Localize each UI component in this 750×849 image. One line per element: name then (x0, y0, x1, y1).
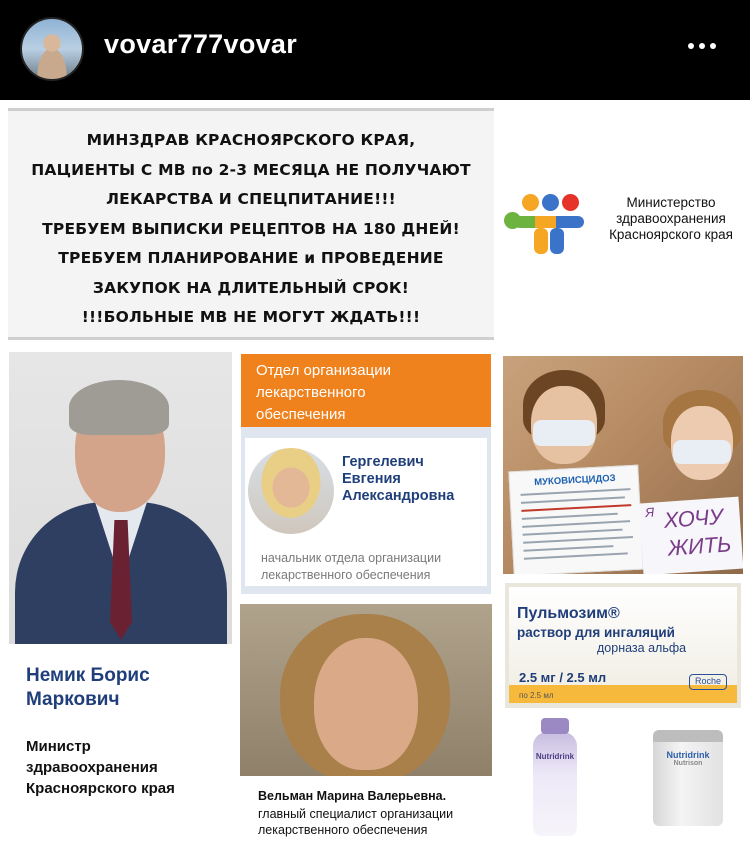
department-head-name-line: Александровна (342, 488, 455, 504)
drug-fine-print: по 2.5 мл (519, 691, 554, 700)
minister-name-line: Немик Борис (26, 665, 150, 686)
nutridrink-bottle (533, 718, 577, 836)
can-brand: Nutridrink (666, 750, 710, 760)
drug-substance: дорназа альфа (597, 641, 687, 655)
protest-sheet-title: МУКОВИСЦИДОЗ (533, 472, 616, 489)
banner-line: ПАЦИЕНТЫ С МВ по 2-3 МЕСЯЦА НЕ ПОЛУЧАЮТ (31, 160, 471, 179)
minister-title-line: Красноярского края (26, 780, 175, 797)
can-sub: Nutrison (673, 760, 703, 767)
department-head-role (261, 550, 487, 584)
pulmozyme-package (505, 583, 741, 708)
specialist-role-line: главный специалист организации (258, 807, 454, 821)
department-head-role-line: лекарственного обеспечения (261, 568, 431, 582)
minister-title-line: здравоохранения (26, 759, 158, 776)
banner-line: !!!БОЛЬНЫЕ МВ НЕ МОГУТ ЖДАТЬ!!! (81, 308, 421, 326)
ministry-name-line: Красноярского края (609, 227, 733, 242)
protest-sheet (508, 465, 643, 574)
children-photo (503, 356, 743, 574)
ministry-name-line: здравоохранения (616, 211, 726, 226)
specialist-role (258, 806, 492, 838)
department-head-role-line: начальник отдела организации (261, 551, 442, 565)
protest-sign-text: ХОЧУ (662, 503, 724, 533)
specialist-card (240, 604, 492, 840)
ministry-name (592, 195, 750, 243)
bottle-label: Nutridrink (535, 752, 575, 761)
roche-logo: Roche (689, 674, 727, 690)
department-header-line: лекарственного (256, 384, 366, 401)
user-avatar[interactable] (20, 17, 84, 81)
drug-name: Пульмозим® (517, 605, 620, 622)
face-mask (673, 440, 731, 464)
minister-photo (9, 352, 232, 644)
department-head-name-line: Евгения (342, 471, 401, 487)
minister-name-line: Маркович (26, 689, 120, 710)
department-head-photo (248, 448, 334, 534)
protest-sign-text: ЖИТЬ (666, 531, 733, 561)
nutrition-products (505, 712, 741, 842)
post-image (0, 100, 750, 849)
protest-sign-text: Я (644, 504, 655, 521)
department-card (241, 354, 491, 594)
minister-title (26, 736, 175, 799)
drug-form: раствор для ингаляций (517, 625, 675, 640)
minister-name (26, 664, 150, 712)
department-head-name (342, 454, 487, 505)
specialist-name: Вельман Марина Валерьевна. (258, 789, 447, 803)
department-header-line: Отдел организации (256, 362, 391, 379)
ministry-emblem-icon (504, 194, 584, 252)
ministry-name-line: Министерство (626, 195, 716, 210)
more-options-icon[interactable] (688, 36, 728, 56)
can-label (657, 750, 719, 767)
department-header-line: обеспечения (256, 406, 346, 423)
department-body (245, 438, 487, 586)
drug-dose: 2.5 мг / 2.5 мл (519, 670, 607, 685)
ministry-logo (500, 190, 750, 260)
banner-line: ЗАКУПОК НА ДЛИТЕЛЬНЫЙ СРОК! (92, 278, 410, 297)
banner-line: МИНЗДРАВ КРАСНОЯРСКОГО КРАЯ, (86, 131, 416, 149)
banner-line: ЛЕКАРСТВА И СПЕЦПИТАНИЕ!!! (106, 190, 396, 208)
protest-banner (8, 108, 494, 340)
specialist-photo (240, 604, 492, 776)
minister-card (9, 352, 232, 798)
protest-sign (639, 497, 743, 574)
face-mask (533, 420, 595, 446)
department-head-name-line: Гергелевич (342, 454, 424, 470)
username[interactable]: vovar777vovar (104, 29, 298, 59)
banner-line: ТРЕБУЕМ ВЫПИСКИ РЕЦЕПТОВ НА 180 ДНЕЙ! (42, 219, 460, 238)
minister-title-line: Министр (26, 738, 91, 755)
banner-line: ТРЕБУЕМ ПЛАНИРОВАНИЕ и ПРОВЕДЕНИЕ (58, 249, 444, 267)
post-header (0, 0, 750, 100)
department-header (241, 354, 491, 427)
specialist-role-line: лекарственного обеспечения (258, 823, 428, 837)
nutridrink-can (653, 730, 723, 826)
